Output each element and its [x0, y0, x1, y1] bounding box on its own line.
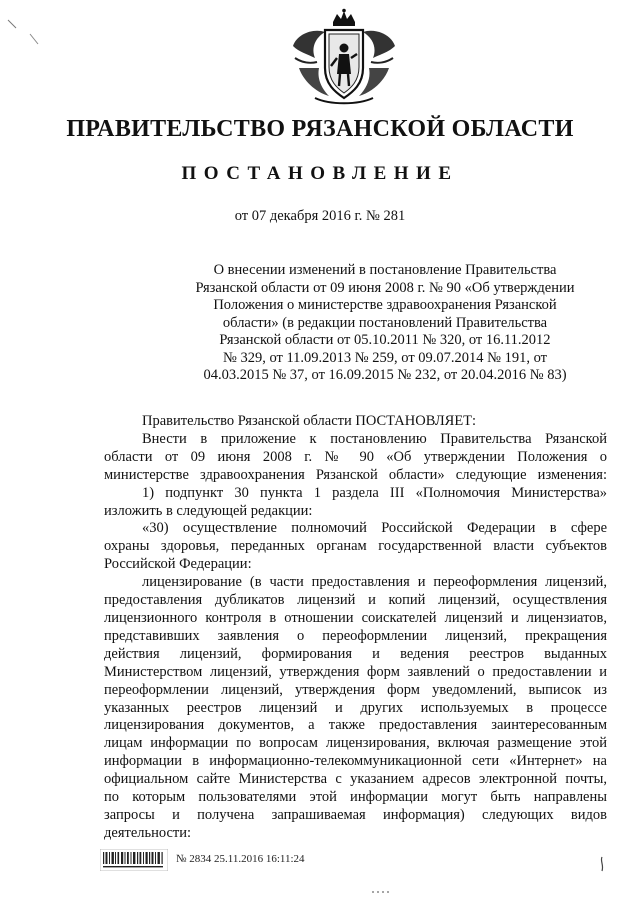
body-line: предоставления дубликатов лицензий и копий лицензий, осуществления — [104, 592, 607, 609]
barcode-icon — [100, 849, 168, 871]
body-line: официальном сайте Министерства с указанием адресов электронной почты, — [104, 771, 607, 788]
body-line: 1) подпункт 30 пункта 1 раздела III «Полномочия Министерства» — [142, 484, 607, 501]
body-line: лицам информации по вопросам лицензирования, включая размещение этой — [104, 735, 607, 752]
body-line: области от 09 июня 2008 г. № 90 «Об утверждении Положения о — [104, 448, 607, 465]
body-line: информации в информационно-телекоммуникационной сети «Интернет» на — [104, 753, 607, 770]
body-line: Министерством лицензий, утверждения форм заявлений о предоставлении и — [104, 663, 607, 680]
coat-of-arms-icon — [285, 8, 403, 108]
doc-type: ПОСТАНОВЛЕНИЕ — [181, 163, 459, 184]
body-line: деятельности: — [104, 824, 192, 841]
body-line: охраны здоровья, переданных органам государственной власти субъектов — [104, 538, 607, 555]
body-line: запросы и получена запрашиваемая информация) следующих видов — [104, 806, 607, 823]
subject-line: № 329, от 11.09.2013 № 259, от 09.07.2014 № 191, от — [222, 349, 548, 366]
body-line: переоформлении лицензий, утверждения форм уведомлений, выписок из — [104, 681, 607, 698]
registration-footer — [100, 849, 400, 873]
body-line: указанных реестров лицензий и других используемых в процессе — [104, 699, 607, 716]
registration-number: № 2834 25.11.2016 16:11:24 — [176, 853, 305, 865]
handwritten-mark-icon — [596, 856, 608, 872]
subject-line: О внесении изменений в постановление Правительства — [213, 262, 557, 278]
subject-line: области» (в редакции постановлений Правительства — [222, 314, 548, 331]
org-title: ПРАВИТЕЛЬСТВО РЯЗАНСКОЙ ОБЛАСТИ — [66, 116, 574, 142]
body-line: изложить в следующей редакции: — [104, 502, 313, 519]
body-line: «30) осуществление полномочий Российской Федерации в сфере — [142, 520, 607, 537]
body-line: министерстве здравоохранения Рязанской области» следующие изменения: — [104, 466, 607, 483]
subject-line: Рязанской области от 05.10.2011 № 320, от 16.11.2012 — [219, 332, 551, 348]
scan-mark-icon — [370, 888, 392, 896]
body-line: Внести в приложение к постановлению Правительства Рязанской — [142, 430, 607, 447]
subject-line: Рязанской области от 09 июня 2008 г. № 90 «Об утверждении — [195, 279, 575, 296]
document-subject — [170, 262, 600, 385]
body-line: действия лицензий, формирования и ведения реестров выданных — [104, 645, 607, 662]
subject-line: Положения о министерстве здравоохранения Рязанской — [213, 297, 557, 313]
scan-mark-icon — [4, 14, 44, 54]
body-line: лицензионного контроля в отношении соискателей лицензий и лицензиатов, — [104, 609, 607, 626]
body-line: Российской Федерации: — [104, 556, 252, 573]
subject-line: 04.03.2015 № 37, от 16.09.2015 № 232, от 20.04.2016 № 83) — [203, 367, 567, 383]
body-line: лицензирование (в части предоставления и переоформления лицензий, — [142, 574, 607, 591]
doc-date: от 07 декабря 2016 г. № 281 — [234, 208, 406, 224]
body-line: Правительство Рязанской области ПОСТАНОВЛЯЕТ: — [142, 413, 477, 429]
body-line: лицензирования документов, а также предоставления заинтересованным — [104, 717, 607, 734]
document-body — [104, 413, 607, 843]
body-line: представивших заявления о переоформлении лицензий, прекращения — [104, 627, 607, 644]
body-line: по которым пользователями этой информации могут быть направлены — [104, 789, 607, 806]
